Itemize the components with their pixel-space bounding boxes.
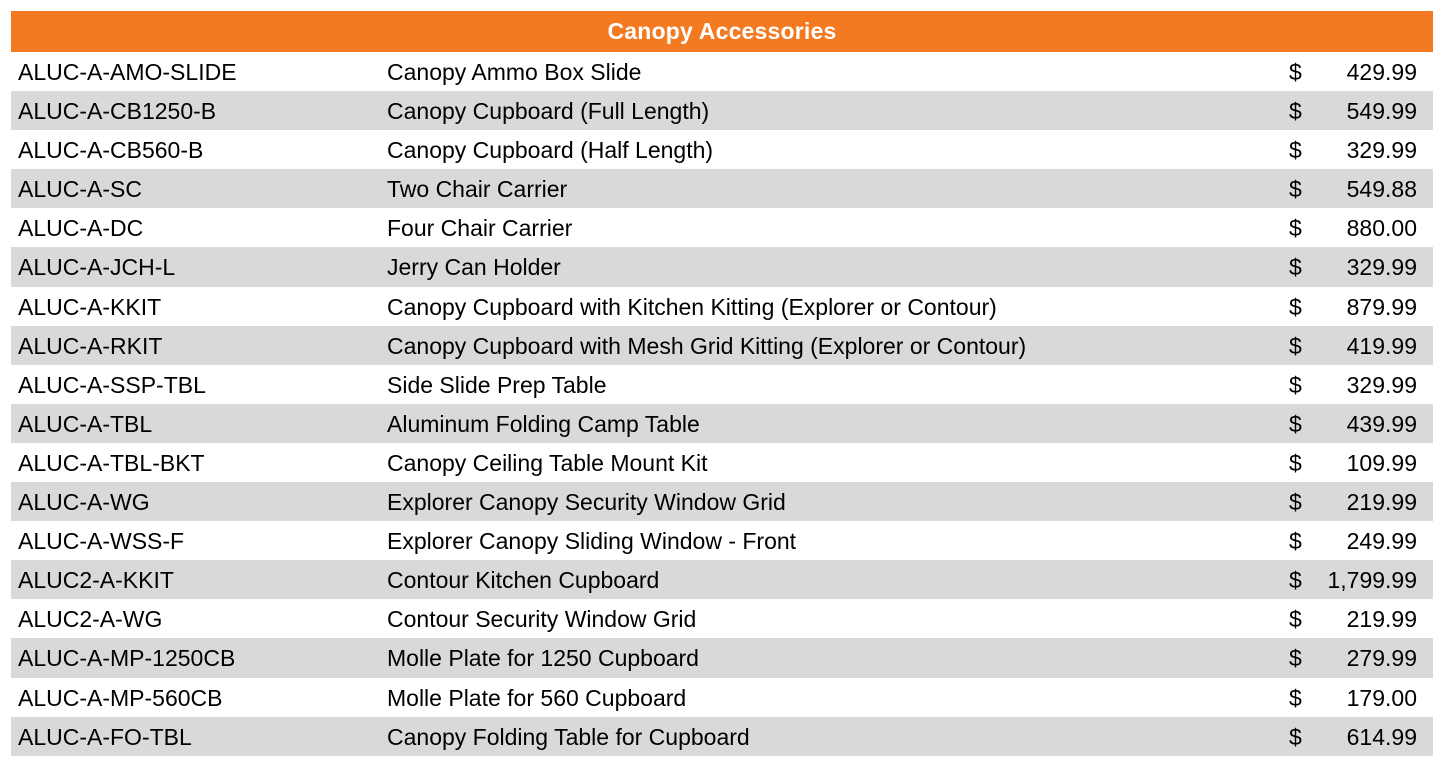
price-cell: 109.99 (1346, 449, 1417, 476)
table-row (11, 678, 1433, 717)
sku-cell: ALUC2-A-WG (18, 606, 163, 633)
table-row (11, 599, 1433, 638)
description-cell: Side Slide Prep Table (387, 371, 607, 398)
description-cell: Canopy Cupboard (Full Length) (387, 98, 710, 125)
currency-symbol: $ (1289, 371, 1302, 398)
sku-cell: ALUC2-A-KKIT (18, 567, 174, 594)
price-cell: 614.99 (1346, 723, 1417, 750)
sku-cell: ALUC-A-CB1250-B (18, 98, 217, 125)
sku-cell: ALUC-A-FO-TBL (18, 723, 192, 750)
description-cell: Canopy Ammo Box Slide (387, 59, 642, 85)
sku-cell: ALUC-A-RKIT (18, 332, 163, 359)
sku-cell: ALUC-A-TBL-BKT (18, 449, 205, 476)
sku-cell: ALUC-A-WSS-F (18, 528, 185, 555)
price-cell: 179.00 (1346, 684, 1417, 711)
sku-cell: ALUC-A-MP-1250CB (18, 645, 236, 672)
table-row (11, 404, 1433, 443)
sku-cell: ALUC-A-MP-560CB (18, 684, 223, 711)
sku-cell: ALUC-A-KKIT (18, 293, 162, 320)
currency-symbol: $ (1289, 567, 1302, 594)
description-cell: Canopy Cupboard with Mesh Grid Kitting (Explorer or Contour) (387, 332, 1027, 359)
price-cell: 1,799.99 (1327, 567, 1417, 594)
currency-symbol: $ (1289, 606, 1302, 633)
price-cell: 429.99 (1346, 59, 1417, 85)
price-cell: 419.99 (1346, 332, 1417, 359)
price-cell: 249.99 (1346, 528, 1417, 555)
currency-symbol: $ (1289, 332, 1302, 359)
description-cell: Canopy Cupboard with Kitchen Kitting (Explorer or Contour) (387, 293, 997, 320)
sku-cell: ALUC-A-SC (18, 176, 142, 203)
currency-symbol: $ (1289, 723, 1302, 750)
table-row (11, 208, 1433, 247)
table-row (11, 247, 1433, 286)
sku-cell: ALUC-A-TBL (18, 410, 153, 437)
table-title: Canopy Accessories (607, 18, 837, 44)
description-cell: Molle Plate for 560 Cupboard (387, 684, 687, 711)
currency-symbol: $ (1289, 293, 1302, 320)
table-row (11, 91, 1433, 130)
price-cell: 880.00 (1346, 215, 1417, 242)
table-row (11, 638, 1433, 677)
table-row (11, 521, 1433, 560)
sku-cell: ALUC-A-CB560-B (18, 137, 204, 164)
description-cell: Molle Plate for 1250 Cupboard (387, 645, 699, 672)
description-cell: Canopy Ceiling Table Mount Kit (387, 449, 708, 476)
price-cell: 329.99 (1346, 137, 1417, 164)
price-cell: 549.88 (1346, 176, 1417, 203)
description-cell: Aluminum Folding Camp Table (387, 410, 700, 437)
description-cell: Contour Kitchen Cupboard (387, 567, 660, 594)
table-row (11, 560, 1433, 599)
currency-symbol: $ (1289, 254, 1302, 281)
price-sheet (11, 11, 1433, 756)
sku-cell: ALUC-A-AMO-SLIDE (18, 59, 237, 85)
description-cell: Four Chair Carrier (387, 215, 573, 242)
sku-cell: ALUC-A-WG (18, 489, 150, 516)
currency-symbol: $ (1289, 645, 1302, 672)
price-cell: 549.99 (1346, 98, 1417, 125)
table-row (11, 326, 1433, 365)
table-body (11, 52, 1433, 756)
price-cell: 279.99 (1346, 645, 1417, 672)
currency-symbol: $ (1289, 137, 1302, 164)
price-cell: 219.99 (1346, 606, 1417, 633)
price-cell: 329.99 (1346, 254, 1417, 281)
currency-symbol: $ (1289, 528, 1302, 555)
table-row (11, 365, 1433, 404)
sku-cell: ALUC-A-JCH-L (18, 254, 176, 281)
sku-cell: ALUC-A-DC (18, 215, 144, 242)
description-cell: Explorer Canopy Security Window Grid (387, 489, 786, 516)
table-row (11, 169, 1433, 208)
currency-symbol: $ (1289, 489, 1302, 516)
table-header (11, 11, 1433, 52)
description-cell: Canopy Cupboard (Half Length) (387, 137, 714, 164)
table-row (11, 443, 1433, 482)
table-row (11, 717, 1433, 756)
table-row (11, 52, 1433, 91)
price-cell: 439.99 (1346, 410, 1417, 437)
description-cell: Jerry Can Holder (387, 254, 561, 281)
description-cell: Canopy Folding Table for Cupboard (387, 723, 750, 750)
price-cell: 329.99 (1346, 371, 1417, 398)
table-row (11, 482, 1433, 521)
price-cell: 879.99 (1346, 293, 1417, 320)
sku-cell: ALUC-A-SSP-TBL (18, 371, 206, 398)
currency-symbol: $ (1289, 59, 1302, 85)
table-row (11, 287, 1433, 326)
description-cell: Contour Security Window Grid (387, 606, 697, 633)
description-cell: Two Chair Carrier (387, 176, 568, 203)
currency-symbol: $ (1289, 449, 1302, 476)
currency-symbol: $ (1289, 215, 1302, 242)
currency-symbol: $ (1289, 684, 1302, 711)
price-cell: 219.99 (1346, 489, 1417, 516)
currency-symbol: $ (1289, 410, 1302, 437)
table-row (11, 130, 1433, 169)
currency-symbol: $ (1289, 98, 1302, 125)
currency-symbol: $ (1289, 176, 1302, 203)
description-cell: Explorer Canopy Sliding Window - Front (387, 528, 797, 555)
